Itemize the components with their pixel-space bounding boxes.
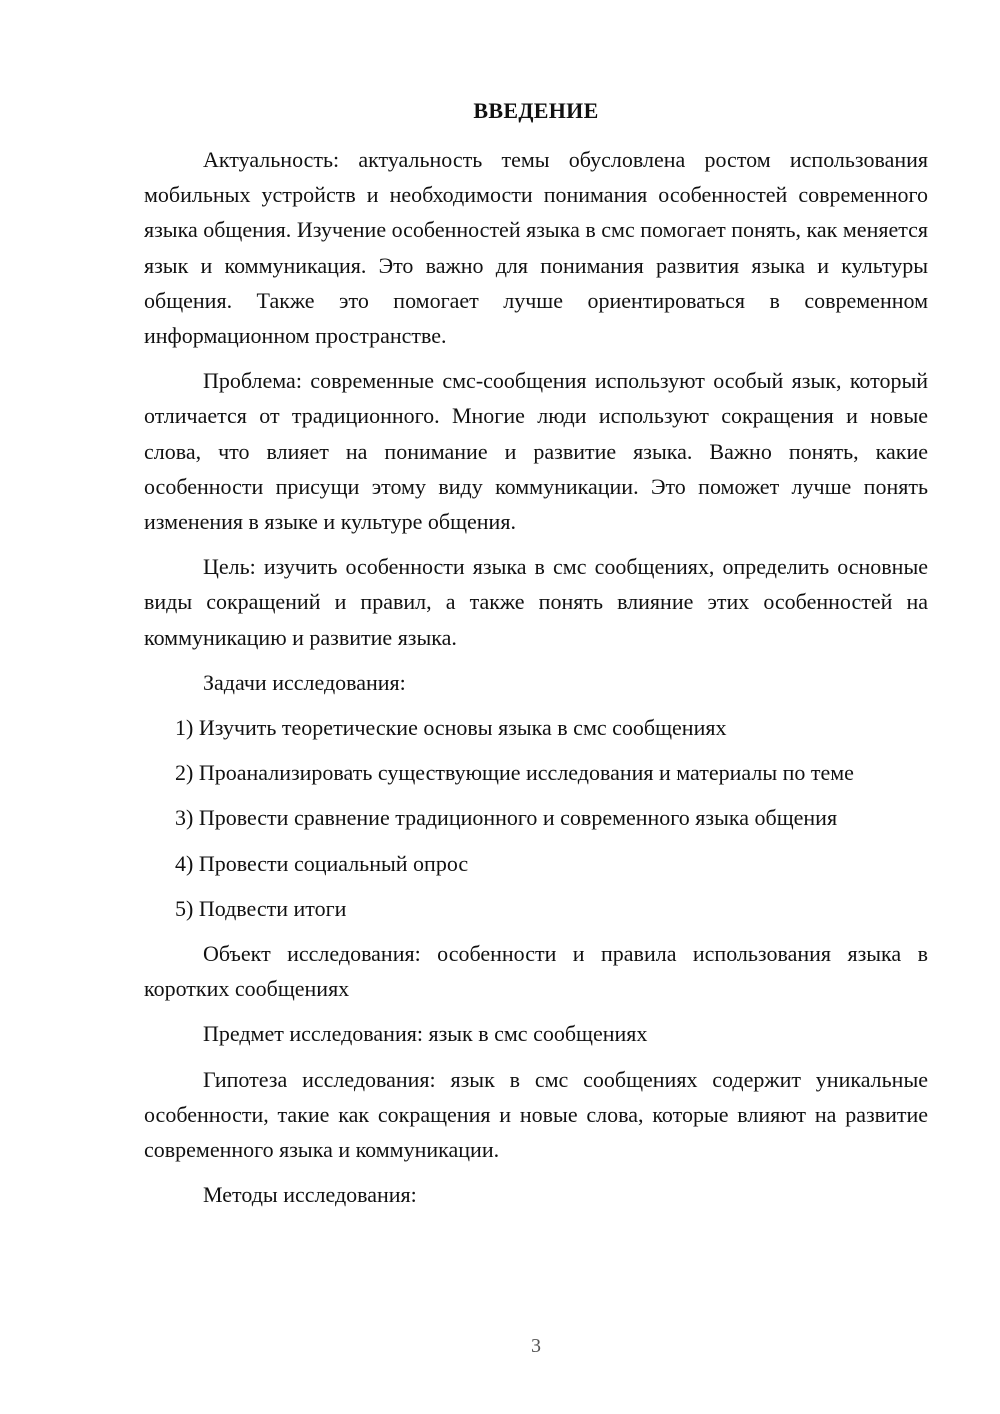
paragraph-relevance: Актуальность: актуальность темы обусловлена ростом использования мобильных устройств и необходимости понимания особенностей современного языка общения. Изучение особенностей языка в смс помогает понять, как меняется язык и коммуникация. Это важно для понимания развития языка и культуры общения. Также это помогает лучше ориентироваться в современном информационном пространстве. bbox=[144, 147, 928, 349]
list-item: 2) Проанализировать существующие исследования и материалы по теме bbox=[175, 760, 854, 786]
document-body bbox=[144, 142, 928, 1222]
paragraph-object: Объект исследования: особенности и правила использования языка в коротких сообщениях bbox=[144, 941, 928, 1002]
list-item: 5) Подвести итоги bbox=[175, 895, 347, 921]
methods-heading: Методы исследования: bbox=[203, 1182, 417, 1208]
tasks-list bbox=[144, 710, 928, 926]
page-title: ВВЕДЕНИЕ bbox=[473, 98, 599, 123]
paragraph-goal: Цель: изучить особенности языка в смс сообщениях, определить основные виды сокращений и правил, а также понять влияние этих особенностей на коммуникацию и развитие языка. bbox=[144, 554, 928, 650]
paragraph-hypothesis: Гипотеза исследования: язык в смс сообщениях содержит уникальные особенности, такие как сокращения и новые слова, которые влияют на развитие современного языка и коммуникации. bbox=[144, 1066, 928, 1163]
list-item: 4) Провести социальный опрос bbox=[175, 850, 469, 876]
list-item: 1) Изучить теоретические основы языка в смс сообщениях bbox=[175, 715, 727, 741]
tasks-heading: Задачи исследования: bbox=[203, 669, 406, 695]
paragraph-subject: Предмет исследования: язык в смс сообщениях bbox=[203, 1021, 648, 1047]
list-item: 3) Провести сравнение традиционного и современного языка общения bbox=[175, 805, 838, 831]
paragraph-problem: Проблема: современные смс-сообщения используют особый язык, который отличается от традиционного. Многие люди используют сокращения и новые слова, что влияет на понимание и развитие языка. Важно понять, какие особенности присущи этому виду коммуникации. Это поможет лучше понять изменения в языке и культуре общения. bbox=[144, 368, 928, 535]
page-number: 3 bbox=[531, 1335, 541, 1357]
